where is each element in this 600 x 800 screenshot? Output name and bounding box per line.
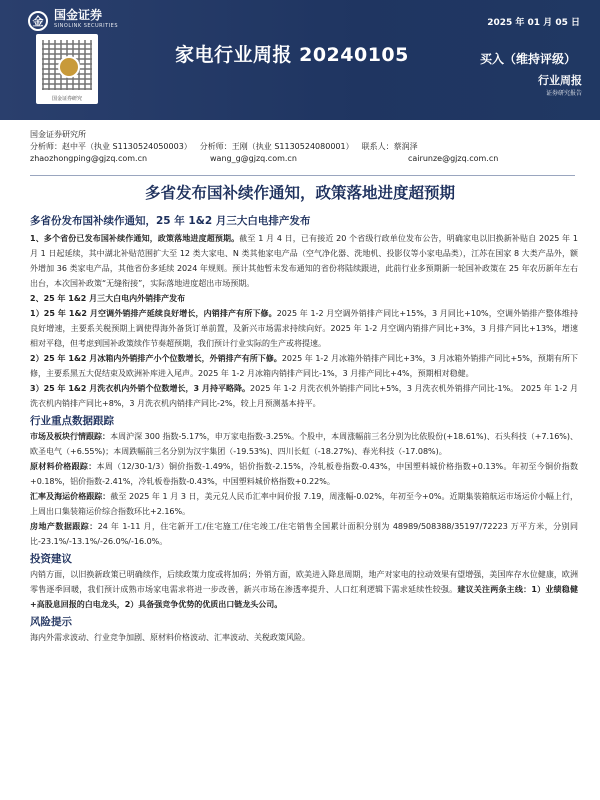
company-logo [28,10,118,32]
email-2[interactable]: wang_g@gjzq.com.cn [210,154,297,163]
paragraph-policy [30,231,578,291]
paragraph-text: 本周（12/30-1/3）铜价指数-1.49%，铝价指数-2.15%，冷轧板卷指数-0.43%，中国塑料城价格指数+0.13%。年初至今铜价指数+0.18%，铝价指数-2.41%，冷轧板卷指数-0.43%，中国塑料城价格指数+0.22%。 [30,462,579,486]
paragraph-fx [30,489,578,519]
paragraph-lead: 原材料价格跟踪： [30,462,97,471]
institute-name: 国金证券研究所 [30,130,86,139]
logo-name-en: SINOLINK SECURITIES [54,23,118,29]
paragraph-ac [30,306,578,351]
paragraph-lead: 2）25 年 1&2 月冰箱内外销排产小个位数增长，外销排产有所下修。 [30,354,282,363]
report-type: 行业周报 [538,74,582,87]
paragraph-heading: 2、25 年 1&2 月三大白电内外销排产发布 [30,294,186,303]
paragraph-realestate [30,519,578,549]
paragraph-materials [30,459,578,489]
section-heading-risk: 风险提示 [30,616,72,628]
paragraph-lead: 建议关注两条主线：1）业绩稳健+高股息回报的白电龙头，2）具备强竞争优势的优质出口链龙头公司。 [30,585,578,609]
logo-icon: 金 [28,11,48,31]
contact-person: 联系人：蔡润泽 [361,142,418,151]
analyst-2: 分析师：王刚（执业 S1130524080001） [199,142,354,151]
paragraph-lead: 房地产数据跟踪： [30,522,98,531]
paragraph-text: 2025 年 1-2 月空调外销排产同比+15%，3 月同比+10%，空调外销排产整体维持良好增速，主要系关税预期上调使得海外备货订单前置，及新兴市场需求持续向好。2025 年 1-2 月空调内销排产同比+3%，3 月排产同比+13%，增速相对平稳，但考虑到国补政策续作节奏超预期，我们预计行业实际的生产或将提速。 [30,309,578,348]
section-heading-advice: 投资建议 [30,553,72,565]
paragraph-washer [30,381,578,411]
paragraph-fridge [30,351,578,381]
qr-caption: 国金证券研究 [51,96,82,102]
paragraph-text: 内销方面，以旧换新政策已明确续作，后续政策力度或将加码；外销方面，欧美进入降息周期，地产对家电的拉动效果有望增强，美国库存水位健康，欧洲零售逐季回暖，我们预计成熟市场家电需求将进一步改善，新兴市场在渗透率提升、人口红利逻辑下需求延续性较强。 [30,570,578,594]
paragraph-lead: 1）25 年 1&2 月空调外销排产延续良好增长，内销排产有所下修。 [30,309,277,318]
logo-name-cn: 国金证券 [54,8,103,22]
paragraph-advice [30,567,578,612]
rating-label: 买入（维持评级） [479,52,576,66]
paragraph-lead: 市场及板块行情跟踪： [30,432,111,441]
page-title: 多省发布国补续作通知，政策落地进度超预期 [144,184,455,202]
email-3[interactable]: cairunze@gjzq.com.cn [408,154,499,163]
section-heading-data: 行业重点数据跟踪 [30,415,114,427]
paragraph-text: 截至 2025 年 1 月 3 日，美元兑人民币汇率中间价报 7.19，周涨幅-0.02%，年初至今+0%。近期集装箱航运市场运价小幅上行，上周出口集装箱运价综合指数环比+2.16%。 [30,492,579,516]
paragraph-text: 2025 年 1-2 月冰箱外销排产同比+3%，3 月冰箱外销排产同比+5%，预期有所下修，主要系黑五大促结束及欧洲补库进入尾声。2025 年 1-2 月冰箱内销排产同比-1%，3 月排产同比+4%，预期相对稳健。 [30,354,578,378]
email-1[interactable]: zhaozhongping@gjzq.com.cn [30,154,148,163]
report-body [30,231,578,645]
paragraph-lead: 3）25 年 1&2 月洗衣机内外销个位数增长，3 月持平略降。 [30,384,251,393]
paragraph-risk: 海内外需求波动、行业竞争加剧、原材料价格波动、汇率波动、关税政策风险。 [30,633,310,642]
divider [30,175,575,176]
header-banner [0,0,600,120]
analyst-1: 分析师：赵中平（执业 S1130524050003） [30,142,192,151]
paragraph-text: 24 年 1-11 月，住宅新开工/住宅施工/住宅竣工/住宅销售全国累计面积分别为 48989/508388/35197/72223 万平方米，分别同比-23.1%/-13.1%/-26.0%/-16.0%。 [30,522,579,546]
qr-code [36,34,98,104]
section-subtitle: 多省份发布国补续作通知，25 年 1&2 月三大白电排产发布 [30,215,311,227]
qr-logo-icon [58,56,80,78]
paragraph-market [30,429,578,459]
paragraph-text: 本周沪深 300 指数-5.17%，申万家电指数-3.25%。个股中，本周涨幅前三名分别为比依股份(+18.61%)、石头科技（+7.16%)、欧圣电气（+6.55%)；本周跌幅前三名分别为汉宇集团（-19.53%)、四川长虹（-18.27%)、春光科技（-17.08%)。 [30,432,579,456]
paragraph-text: 2025 年 1-2 月洗衣机外销排产同比+5%，3 月洗衣机外销排产同比-1%。 2025 年 1-2 月洗衣机内销排产同比+8%，3 月洗衣机内销排产同比-2%，较上月预测基本持平。 [30,384,578,408]
report-title: 家电行业周报 20240105 [175,44,409,66]
paragraph-text: 截至 1 月 4 日，已有接近 20 个省级行政单位发布公告，明确家电以旧换新补贴自 2025 年 1 月 1 日起延续，其中湖北补贴范围扩大至 12 类大家电、N 类其他家电产品（空气净化器、洗地机、投影仪等小家电品类），江苏在国家 8 大类产品外，额外增加 36 类家电产品，其他省份多延续 2024 年规则。预计其他暂未发布通知的省份将陆续跟进，此前行业多预期新一轮国补政策在 25 年农历新年左右出台，本次国补政策“无缝衔接”，实际落地进度超出市场预期。 [30,234,578,288]
paragraph-lead: 1、多个省份已发布国补续作通知，政策落地进度超预期。 [30,234,240,243]
report-category: 证券研究报告 [545,90,582,97]
analyst-info [30,129,580,165]
paragraph-lead: 汇率及海运价格跟踪： [30,492,111,501]
report-date: 2025 年 01 月 05 日 [487,18,580,28]
